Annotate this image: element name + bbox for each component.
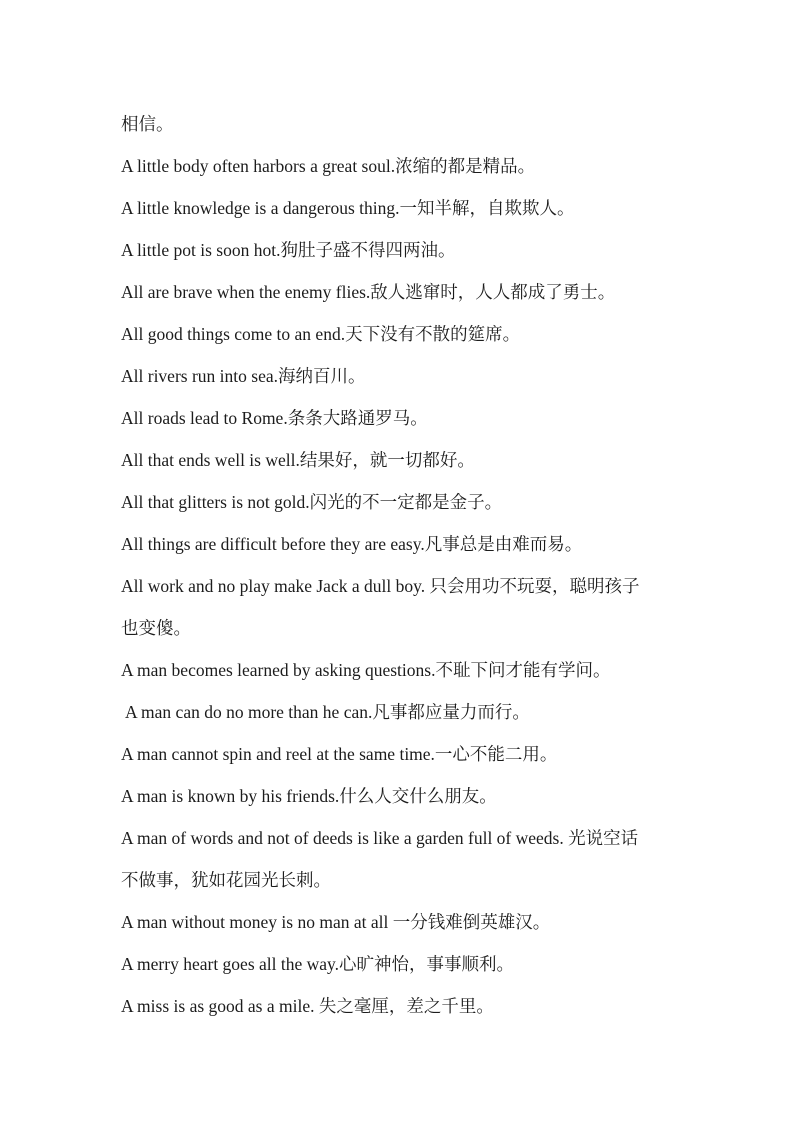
text-line: A man cannot spin and reel at the same time.一心不能二用。: [121, 744, 558, 764]
text-line: A man can do no more than he can.凡事都应量力而行。: [125, 702, 530, 722]
text-line: A man of words and not of deeds is like a garden full of weeds. 光说空话: [121, 828, 639, 848]
text-line: All that glitters is not gold.闪光的不一定都是金子。: [121, 492, 503, 512]
text-line: All things are difficult before they are easy.凡事总是由难而易。: [121, 534, 583, 554]
text-line: 也变傻。: [121, 618, 191, 638]
text-line: All roads lead to Rome.条条大路通罗马。: [121, 408, 428, 428]
proverb-list: [121, 103, 691, 1027]
text-line: A little knowledge is a dangerous thing.一知半解，自欺欺人。: [121, 198, 575, 218]
text-line: A man is known by his friends.什么人交什么朋友。: [121, 786, 497, 806]
text-line: All work and no play make Jack a dull boy. 只会用功不玩耍，聪明孩子: [121, 576, 640, 596]
text-line: 不做事，犹如花园光长刺。: [121, 870, 331, 890]
text-line: All that ends well is well.结果好，就一切都好。: [121, 450, 475, 470]
text-line: A man without money is no man at all 一分钱难倒英雄汉。: [121, 912, 551, 932]
text-line: All rivers run into sea.海纳百川。: [121, 366, 366, 386]
text-line: A merry heart goes all the way.心旷神怡，事事顺利。: [121, 954, 515, 974]
text-line: 相信。: [121, 114, 174, 134]
text-line: A miss is as good as a mile. 失之毫厘，差之千里。: [121, 996, 494, 1016]
text-line: All are brave when the enemy flies.敌人逃窜时，人人都成了勇士。: [121, 282, 616, 302]
text-line: A little body often harbors a great soul.浓缩的都是精品。: [121, 156, 536, 176]
text-line: A little pot is soon hot.狗肚子盛不得四两油。: [121, 240, 456, 260]
text-line: A man becomes learned by asking questions.不耻下问才能有学问。: [121, 660, 611, 680]
text-line: All good things come to an end.天下没有不散的筵席。: [121, 324, 521, 344]
